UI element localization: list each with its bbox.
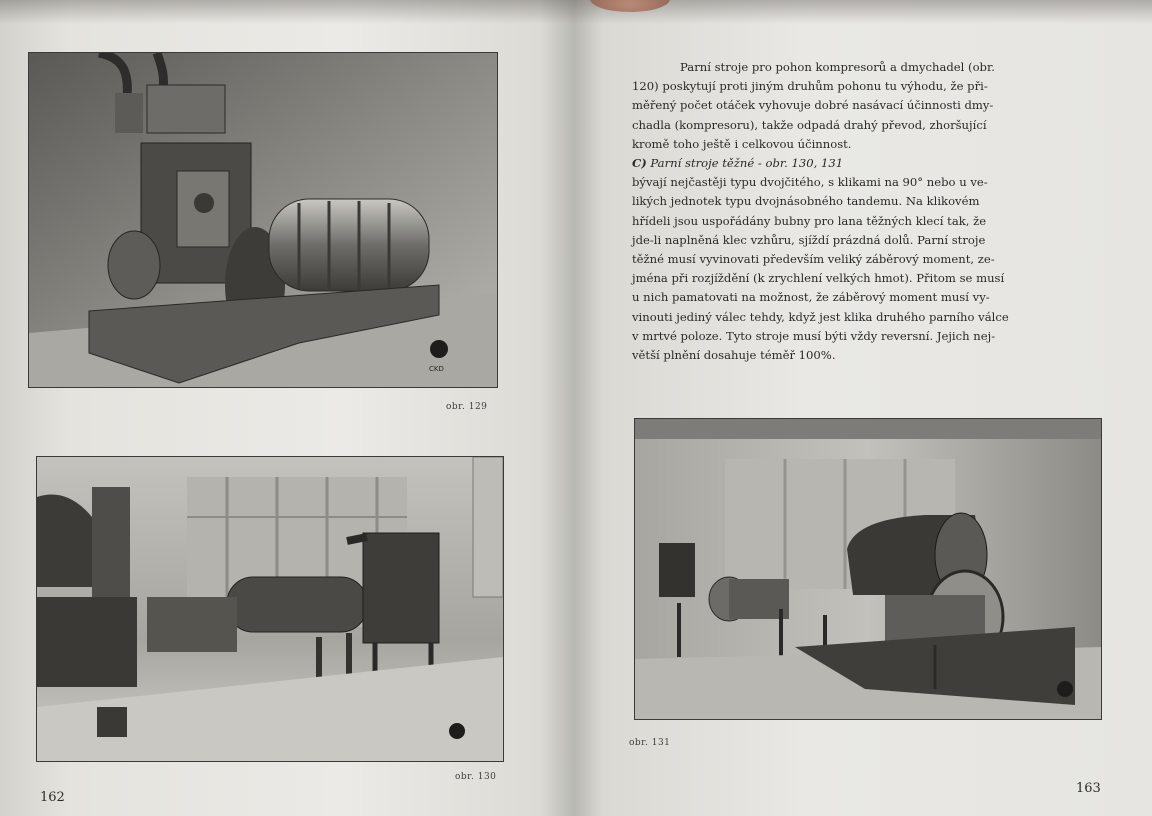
text-line: chadla (kompresoru), takže odpadá drahý převod, zhoršující bbox=[632, 117, 987, 132]
text-line: bývají nejčastěji typu dvojčitého, s klikami na 90° nebo u ve- bbox=[632, 175, 988, 190]
figure-130-caption: obr. 130 bbox=[455, 772, 497, 782]
page-number-left: 162 bbox=[40, 790, 65, 805]
text-line: měřený počet otáček vyhovuje dobré nasávací účinnosti dmy- bbox=[632, 98, 994, 113]
text-line: hřídeli jsou uspořádány bubny pro lana těžných klecí tak, že bbox=[632, 213, 987, 228]
top-edge-shadow bbox=[0, 0, 1152, 24]
text-line: větší plnění dosahuje téměř 100%. bbox=[632, 348, 836, 363]
left-page bbox=[0, 0, 574, 816]
text-line: jména při rozjíždění (k zrychlení velkých hmot). Přitom se musí bbox=[632, 271, 1005, 286]
text-line: u nich pamatovati na možnost, že záběrový moment musí vy- bbox=[632, 290, 990, 305]
text-line: Parní stroje pro pohon kompresorů a dmychadel (obr. bbox=[680, 60, 995, 74]
text-line: v mrtvé poloze. Tyto stroje musí býti vždy reversní. Jejich nej- bbox=[632, 328, 996, 343]
svg-text:CKD: CKD bbox=[429, 365, 444, 373]
text-line: kromě toho ještě i celkovou účinnost. bbox=[632, 136, 852, 151]
text-line: vinouti jediný válec tehdy, když jest klika druhého parního válce bbox=[632, 309, 1009, 324]
section-heading-text: Parní stroje těžné - obr. 130, 131 bbox=[650, 156, 844, 171]
figure-129-photo bbox=[28, 52, 498, 388]
text-line: likých jednotek typu dvojnásobného tandemu. Na klikovém bbox=[632, 194, 980, 209]
section-heading-letter: C) bbox=[632, 156, 647, 171]
text-line: těžné musí vyvinovati především veliký záběrový moment, ze- bbox=[632, 252, 995, 267]
figure-131-caption: obr. 131 bbox=[629, 738, 671, 748]
figure-129-caption: obr. 129 bbox=[446, 402, 488, 412]
text-line: 120) poskytují proti jiným druhům pohonu tu výhodu, že při- bbox=[632, 79, 988, 94]
text-line: jde-li naplněná klec vzhůru, sjíždí prázdná dolů. Parní stroje bbox=[632, 232, 986, 247]
section-heading bbox=[632, 154, 1092, 173]
right-page-text bbox=[632, 58, 1092, 365]
figure-131-photo bbox=[634, 418, 1102, 720]
figure-130-photo bbox=[36, 456, 504, 762]
paragraph-compressors bbox=[632, 58, 1092, 77]
page-number-right: 163 bbox=[1076, 781, 1101, 796]
